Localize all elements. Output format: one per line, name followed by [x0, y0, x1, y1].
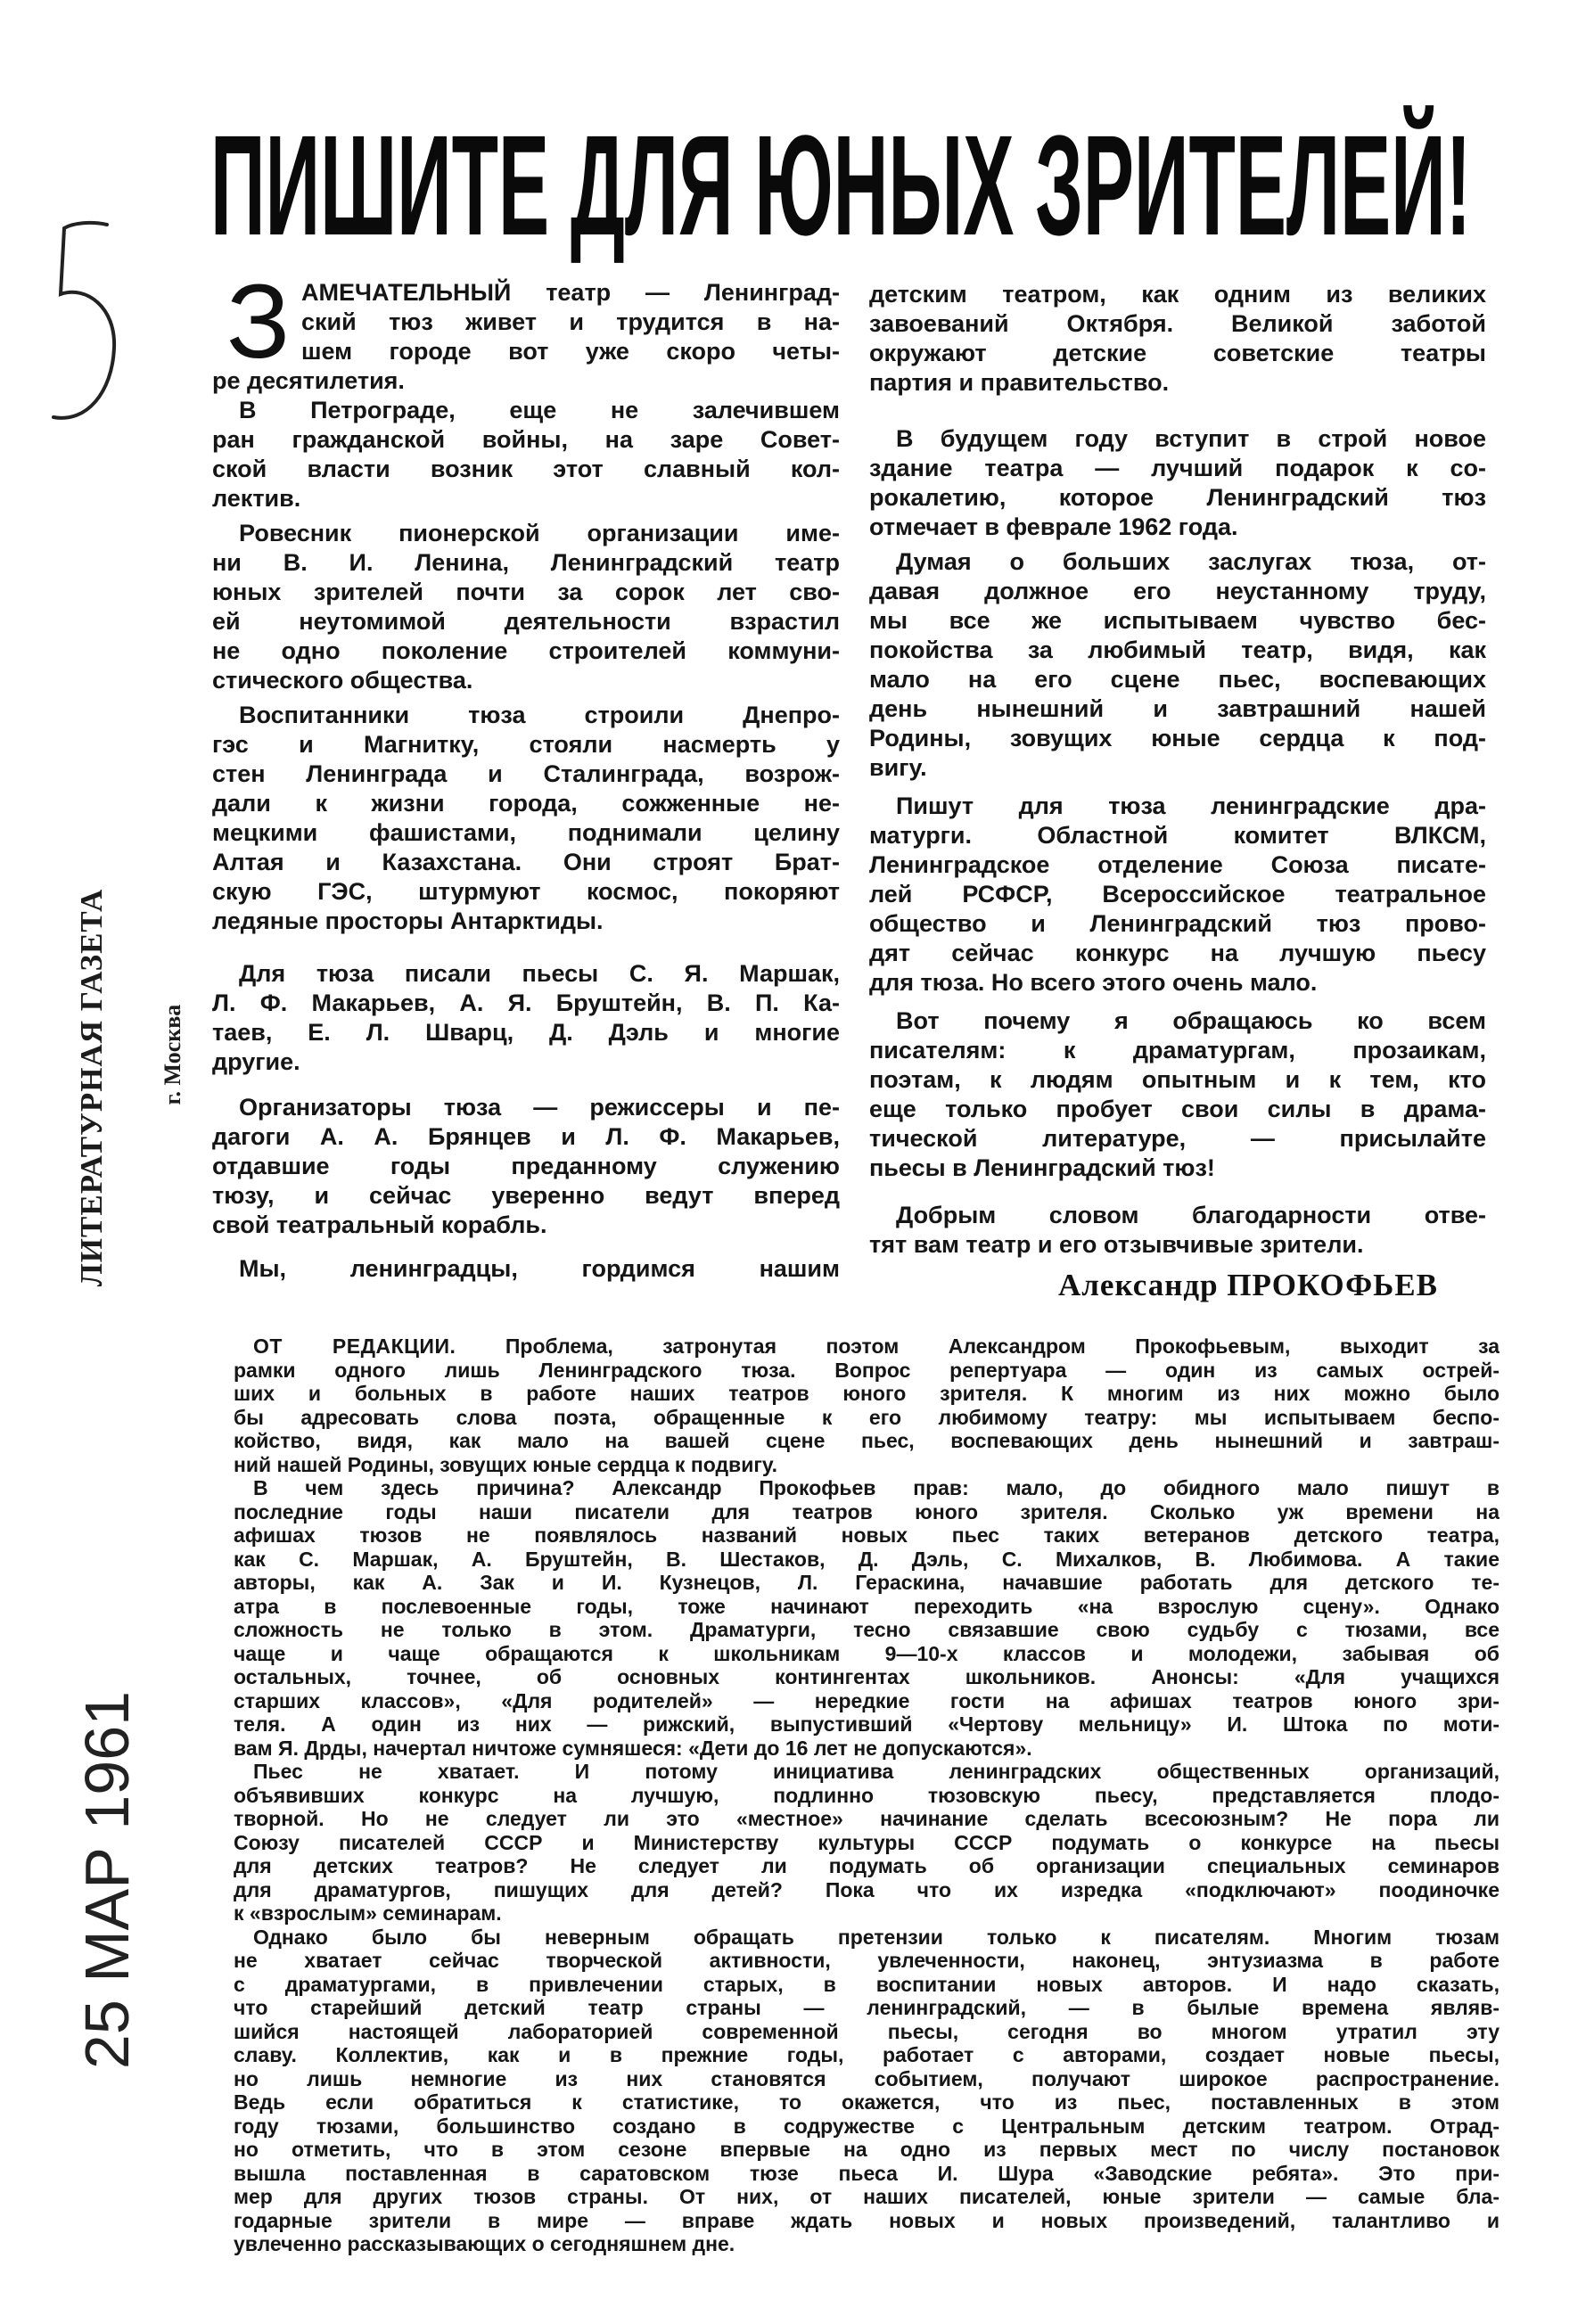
- text-line: остальных, точнее, об основных контингентах школьников. Анонсы: «Для учащихся: [234, 1665, 1500, 1688]
- text-line: мы все же испытываем чувство бес-: [869, 607, 1486, 634]
- text-line: здание театра — лучший подарок к со-: [869, 455, 1486, 481]
- text-line: вигу.: [869, 754, 927, 781]
- text-line: атра в послевоенные годы, тоже начинают переходить «на взрослую сцену». Однако: [234, 1594, 1500, 1618]
- drop-cap: З: [226, 278, 291, 366]
- paragraph: [212, 519, 840, 695]
- text-line: таев, Е. Л. Шварц, Д. Дэль и многие: [212, 1019, 840, 1046]
- text-line: Л. Ф. Макарьев, А. Я. Бруштейн, В. П. Ка-: [212, 990, 840, 1016]
- text-line: АМЕЧАТЕЛЬНЫЙ театр — Ленинград-: [301, 279, 840, 306]
- text-line: Добрым словом благодарности отве-: [896, 1202, 1486, 1228]
- text-line: году тюзами, большинство создано в содружестве с Центральным детским театром. Отрад-: [234, 2114, 1500, 2138]
- text-line: пьесы в Ленинградский тюз!: [869, 1154, 1215, 1181]
- text-line: лектив.: [212, 485, 301, 512]
- text-line: отдавшие годы преданному служению: [212, 1153, 840, 1179]
- text-line: но лишь немногие из них становятся событием, получают широкое распространение.: [234, 2066, 1500, 2090]
- text-line: стического общества.: [212, 667, 473, 694]
- text-line: партия и правительство.: [869, 369, 1170, 396]
- text-line: матурги. Областной комитет ВЛКСМ,: [869, 822, 1486, 849]
- text-line: отмечает в феврале 1962 года.: [869, 513, 1238, 540]
- text-line: для драматургов, пишущих для детей? Пока что их изредка «подключают» поодиночке: [234, 1877, 1500, 1901]
- date-stamp: 25 МАР 1961: [72, 1690, 142, 2070]
- headline-text: ПИШИТЕ ДЛЯ ЮНЫХ ЗРИТЕЛЕЙ!: [210, 105, 1472, 265]
- text-line: для детских театров? Не следует ли подумать об организации специальных семинаров: [234, 1854, 1500, 1877]
- text-line: тюзу, и сейчас уверенно ведут вперед: [212, 1182, 840, 1209]
- text-line: к «взрослым» семинарам.: [234, 1901, 502, 1925]
- text-line: В чем здесь причина? Александр Прокофьев прав: мало, до обидного мало пишут в: [253, 1476, 1500, 1499]
- paragraph: [869, 547, 1486, 783]
- text-line: дагоги А. А. Брянцев и Л. Ф. Макарьев,: [212, 1123, 840, 1150]
- paragraph: [234, 1760, 1500, 1926]
- text-line: окружают детские советские театры: [869, 340, 1486, 366]
- text-line: с драматургами, в привлечении старых, в воспитании новых авторов. И надо сказать,: [234, 1972, 1500, 1996]
- text-line: завоеваний Октября. Великой заботой: [869, 310, 1486, 337]
- text-line: скую ГЭС, штурмуют космос, покоряют: [212, 878, 840, 905]
- text-line: увлеченно рассказывающих о сегодняшнем дне.: [234, 2232, 735, 2255]
- text-line-rest: Проблема, затронутая поэтом Александром Прокофьевым, выходит за: [456, 1334, 1500, 1358]
- text-line: тят вам театр и его отзывчивые зрители.: [869, 1231, 1364, 1258]
- text-line: Для тюза писали пьесы С. Я. Маршак,: [239, 960, 840, 987]
- paragraph: [234, 1334, 1500, 1476]
- text-line: день нынешний и завтрашний нашей: [869, 695, 1486, 722]
- text-line: афишах тюзов не появлялось названий новых пьес таких ветеранов детского театра,: [234, 1523, 1500, 1547]
- text-line: тической литературе, — присылайте: [869, 1125, 1486, 1152]
- text-line: Воспитанники тюза строили Днепро-: [239, 702, 840, 728]
- text-line: годарные зрители в мире — вправе ждать новых и новых произведений, талантливо и: [234, 2208, 1500, 2232]
- text-line: сложность не только в этом. Драматурги, тесно связавшие свою судьбу с тюзами, все: [234, 1618, 1500, 1641]
- text-line: авторы, как А. Зак и И. Кузнецов, Л. Гераскина, начавшие работать для детского те-: [234, 1571, 1500, 1594]
- text-line: ской власти возник этот славный кол-: [212, 456, 840, 482]
- text-line: Родины, зовущих юные сердца к под-: [869, 725, 1486, 751]
- text-line: ре десятилетия.: [212, 367, 405, 394]
- text-line: ран гражданской войны, на заре Совет-: [212, 426, 840, 453]
- text-line: Однако было бы неверным обращать претензии только к писателям. Многим тюзам: [253, 1925, 1500, 1949]
- text-line: юных зрителей почти за сорок лет сво-: [212, 579, 840, 605]
- text-line: Вот почему я обращаюсь ко всем: [896, 1007, 1486, 1034]
- text-line: детским театром, как одним из великих: [869, 281, 1486, 308]
- text-line: последние годы наши писатели для театров юного зрителя. Сколько уж времени на: [234, 1499, 1500, 1523]
- city-stamp: г. Москва: [160, 1004, 185, 1105]
- text-line: бы адресовать слова поэта, обращенные к его любимому театру: мы испытываем беспо-: [234, 1405, 1500, 1429]
- paragraph: [212, 701, 840, 936]
- text-line: что старейший детский театр страны — ленинградский, — в былые времена являв-: [234, 1996, 1500, 2019]
- text-line: другие.: [212, 1048, 300, 1075]
- paragraph: [234, 1926, 1500, 2256]
- paragraph: [212, 396, 840, 513]
- text-line: Мы, ленинградцы, гордимся нашим: [239, 1255, 840, 1282]
- text-line: теля. А один из них — рижский, выпустивший «Чертову мельницу» И. Штока по моти-: [234, 1712, 1500, 1736]
- paragraph: [212, 1093, 840, 1240]
- text-line: общество и Ленинградский тюз прово-: [869, 910, 1486, 937]
- text-line: старших классов», «Для родителей» — нередкие гости на афишах театров юного зри-: [234, 1688, 1500, 1712]
- text-line: давая должное его неустанному труду,: [869, 578, 1486, 604]
- newspaper-name-stamp: ЛИТЕРАТУРНАЯ ГАЗЕТА: [74, 888, 109, 1287]
- text-line: славу. Коллектив, как и в прежние годы, работает с авторами, создает новые пьесы,: [234, 2043, 1500, 2066]
- text-line: шийся настоящей лабораторией современной пьесы, сегодня во многом утратил эту: [234, 2019, 1500, 2043]
- text-line: для тюза. Но всего этого очень мало.: [869, 969, 1318, 996]
- text-line: но отметить, что в этом сезоне впервые на одно из первых мест по числу постановок: [234, 2138, 1500, 2161]
- text-line: мер для других тюзов страны. От них, от наших писателей, юные зрители — самые бла-: [234, 2185, 1500, 2208]
- text-line: ших и больных в работе наших театров юного зрителя. К многим из них можно было: [234, 1382, 1500, 1405]
- paragraph: [869, 424, 1486, 542]
- paragraph: [212, 278, 840, 396]
- handwritten-number-mark: [37, 214, 127, 437]
- text-line: рамки одного лишь Ленинградского тюза. Вопрос репертуара — один из самых острей-: [234, 1358, 1500, 1382]
- article-headline: [210, 105, 1472, 265]
- text-line: Думая о больших заслугах тюза, от-: [896, 548, 1486, 575]
- text-line: койство, видя, как мало на вашей сцене пьес, воспевающих день нынешний и завтраш-: [234, 1429, 1500, 1452]
- text-line: рокалетию, которое Ленинградский тюз: [869, 484, 1486, 511]
- text-line: Организаторы тюза — режиссеры и пе-: [239, 1094, 840, 1121]
- text-line: поэтам, к людям опытным и к тем, кто: [869, 1066, 1486, 1093]
- text-line: гэс и Магнитку, стояли насмерть у: [212, 731, 840, 758]
- text-line: вышла поставленная в саратовском тюзе пьеса И. Шура «Заводские ребята». Это при-: [234, 2161, 1500, 2185]
- text-line: писателям: к драматургам, прозаикам,: [869, 1037, 1486, 1063]
- paragraph: [212, 1254, 840, 1284]
- text-line: не одно поколение строителей коммуни-: [212, 637, 840, 664]
- author-signature: Александр ПРОКОФЬЕВ: [1058, 1268, 1438, 1302]
- text-line: свой театральный корабль.: [212, 1211, 547, 1238]
- paragraph: [869, 1006, 1486, 1183]
- text-line: [234, 1334, 1500, 1359]
- text-line: ледяные просторы Антарктиды.: [212, 907, 604, 934]
- paragraph: [869, 1201, 1486, 1260]
- text-line: ни В. И. Ленина, Ленинградский театр: [212, 549, 840, 576]
- text-line: Ленинградское отделение Союза писате-: [869, 851, 1486, 878]
- text-line: лей РСФСР, Всероссийское театральное: [869, 881, 1486, 907]
- text-line: дят сейчас конкурс на лучшую пьесу: [869, 940, 1486, 966]
- editorial-note: [234, 1334, 1500, 2256]
- text-line: мецкими фашистами, поднимали целину: [212, 819, 840, 846]
- text-line: вам Я. Дрды, начертал ничтоже сумняшеся: «Дети до 16 лет не допускаются».: [234, 1736, 1032, 1760]
- paragraph: [869, 792, 1486, 998]
- text-line: покойства за любимый театр, видя, как: [869, 636, 1486, 663]
- paragraph: [234, 1476, 1500, 1760]
- text-line: творной. Но не следует ли это «местное» начинание сделать всесоюзным? Не пора ли: [234, 1807, 1500, 1830]
- paragraph: [869, 280, 1486, 398]
- text-line: дали к жизни города, сожженные не-: [212, 790, 840, 817]
- text-line: Пьес не хватает. И потому инициатива ленинградских общественных организаций,: [253, 1760, 1500, 1783]
- editorial-lead: ОТ РЕДАКЦИИ.: [253, 1334, 456, 1358]
- text-line: ей неутомимой деятельности взрастил: [212, 608, 840, 635]
- text-line: Алтая и Казахстана. Они строят Брат-: [212, 849, 840, 875]
- text-line: стен Ленинграда и Сталинграда, возрож-: [212, 760, 840, 787]
- text-line: Ровесник пионерской организации име-: [239, 520, 840, 546]
- text-line: ний нашей Родины, зовущих юные сердца к подвигу.: [234, 1452, 778, 1476]
- text-line: мало на его сцене пьес, воспевающих: [869, 666, 1486, 693]
- text-line: объявивших конкурс на лучшую, подлинно тюзовскую пьесу, представляется плодо-: [234, 1783, 1500, 1807]
- paragraph: [212, 959, 840, 1077]
- text-line: Пишут для тюза ленинградские дра-: [896, 792, 1486, 819]
- text-line: ский тюз живет и трудится в на-: [301, 308, 840, 335]
- text-line: как С. Маршак, А. Бруштейн, В. Шестаков, Д. Дэль, С. Михалков, В. Любимова. А такие: [234, 1547, 1500, 1571]
- text-line: еще только пробует свои силы в драма-: [869, 1096, 1486, 1122]
- text-line: Союзу писателей СССР и Министерству культуры СССР подумать о конкурсе на пьесы: [234, 1830, 1500, 1854]
- text-line: В будущем году вступит в строй новое: [896, 425, 1486, 452]
- text-line: шем городе вот уже скоро четы-: [301, 338, 840, 365]
- text-line: не хватает сейчас творческой активности, увлеченности, наконец, энтузиазма в работе: [234, 1949, 1500, 1972]
- article-column-right: [869, 280, 1486, 1260]
- text-line: Ведь если обратиться к статистике, то окажется, что из пьес, поставленных в этом: [234, 2090, 1500, 2114]
- article-column-left: [212, 278, 840, 1284]
- text-line: В Петрограде, еще не залечившем: [239, 397, 840, 423]
- text-line: чаще и чаще обращаются к школьникам 9—10-х классов и молодежи, забывая об: [234, 1641, 1500, 1665]
